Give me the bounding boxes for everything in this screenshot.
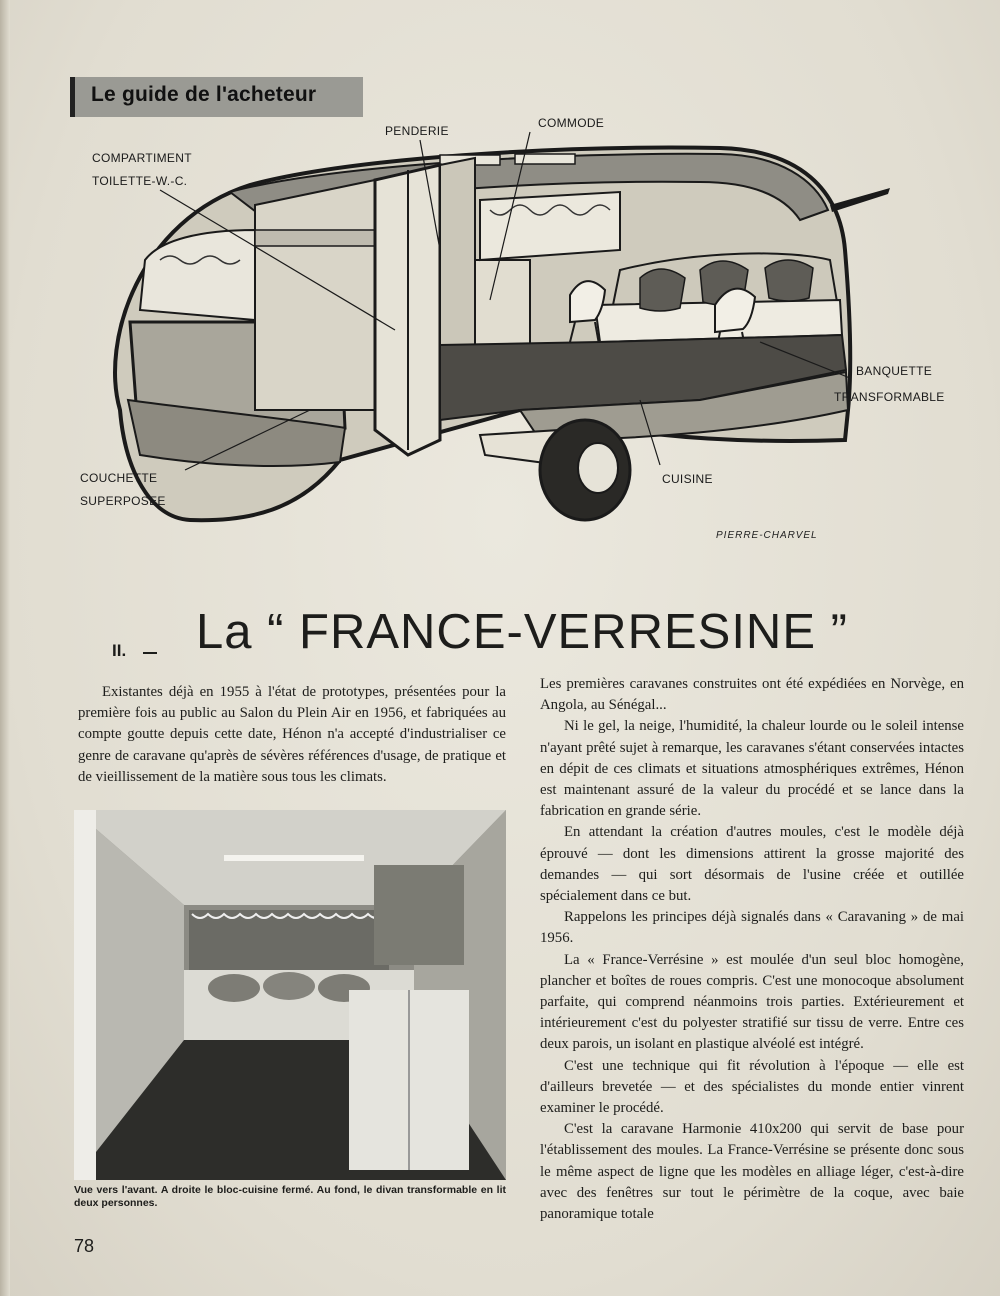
paragraph: Rappelons les principes déjà signalés dans « Caravaning » de mai 1956. xyxy=(540,909,964,947)
callout-compartiment-line2: TOILETTE-W.-C. xyxy=(92,174,188,188)
interior-photo xyxy=(74,810,506,1180)
wc-compartment xyxy=(255,180,375,410)
illustrator-signature: PIERRE-CHARVEL xyxy=(716,530,818,541)
wheel-hub xyxy=(578,443,618,493)
title-number: II. xyxy=(112,641,127,660)
paragraph: Les premières caravanes construites ont été expédiées en Norvège, en Angola, au Sénégal... xyxy=(540,676,964,714)
paragraph: En attendant la création d'autres moules, c'est le modèle déjà éprouvé — dont les dimensions attirent la grosse majorité des demandes — qui sort désormais de l'usine créée et outillée spécialement dans ce but. xyxy=(540,824,964,905)
paragraph: C'est la caravane Harmonie 410x200 qui servit de base pour l'établissement des moules. La France-Verrésine se présente donc sous le même aspect de ligne que les modèles en alliage léger, c'est-à-dire avec des fenêtres sur tout le périmètre de la coque, avec baie panoramique totale xyxy=(540,1121,964,1223)
left-column xyxy=(78,682,506,788)
title-dash xyxy=(143,652,157,654)
article-title xyxy=(112,604,972,674)
cushion xyxy=(640,269,685,311)
paragraph: C'est une technique qui fit révolution à l'époque — elle est d'ailleurs brevetée — et des spécialistes du monde entier vinrent examiner le procédé. xyxy=(540,1057,964,1117)
page-number: 78 xyxy=(74,1236,95,1256)
cushion xyxy=(765,260,813,301)
interior-photo-drawing xyxy=(74,810,506,1180)
callout-couchette-line1: COUCHETTE xyxy=(80,471,158,485)
paragraph: Ni le gel, la neige, l'humidité, la chaleur lourde ou le soleil intense n'ayant prêté sujet à remarque, les caravanes s'étant conservées intactes en dépit de ces climats et situations atmosphériques extrêmes, Hénon est maintenant assuré de la valeur du procédé et se lance dans la fabrication en grande série. xyxy=(540,718,964,820)
rear-window xyxy=(140,230,255,320)
paragraph: Existantes déjà en 1955 à l'état de prototypes, présentées pour la première fois au public au Salon du Plein Air en 1956, et fabriquées au compte goutte depuis cette date, Hénon n'a accepté d'industrialiser ce genre de caravane qu'après de sévères références d'usage, de pratique et de vieillissement de la matière sous tous les climats. xyxy=(78,684,506,785)
title-text: La “ FRANCE-VERRESINE ” xyxy=(196,605,848,659)
caravan-cutaway-illustration xyxy=(0,110,1000,540)
callout-commode: COMMODE xyxy=(538,116,605,130)
callout-banquette-line2: TRANSFORMABLE xyxy=(834,390,945,404)
callout-penderie: PENDERIE xyxy=(385,124,449,138)
section-label: Le guide de l'acheteur xyxy=(91,83,317,106)
right-column xyxy=(540,674,964,1225)
callout-compartiment-line1: COMPARTIMENT xyxy=(92,151,192,165)
paragraph: La « France-Verrésine » est moulée d'un seul bloc homogène, plancher et boîtes de roues compris. C'est une monocoque absolument parfaite, qui comprend néanmoins trois parties. Extérieurement et intérieurement c'est du polyester stratifié sur tissu de verre. Entre ces deux parois, un isolant en plastique alvéolé est intégré. xyxy=(540,951,964,1053)
callout-cuisine: CUISINE xyxy=(662,472,713,486)
awning-arm xyxy=(830,188,890,212)
side-window xyxy=(480,192,620,260)
callout-banquette-line1: BANQUETTE xyxy=(856,364,933,378)
callout-couchette-line2: SUPERPOSEE xyxy=(80,494,166,508)
photo-caption: Vue vers l'avant. A droite le bloc-cuisine fermé. Au fond, le divan transformable en lit deux personnes. xyxy=(74,1184,506,1209)
